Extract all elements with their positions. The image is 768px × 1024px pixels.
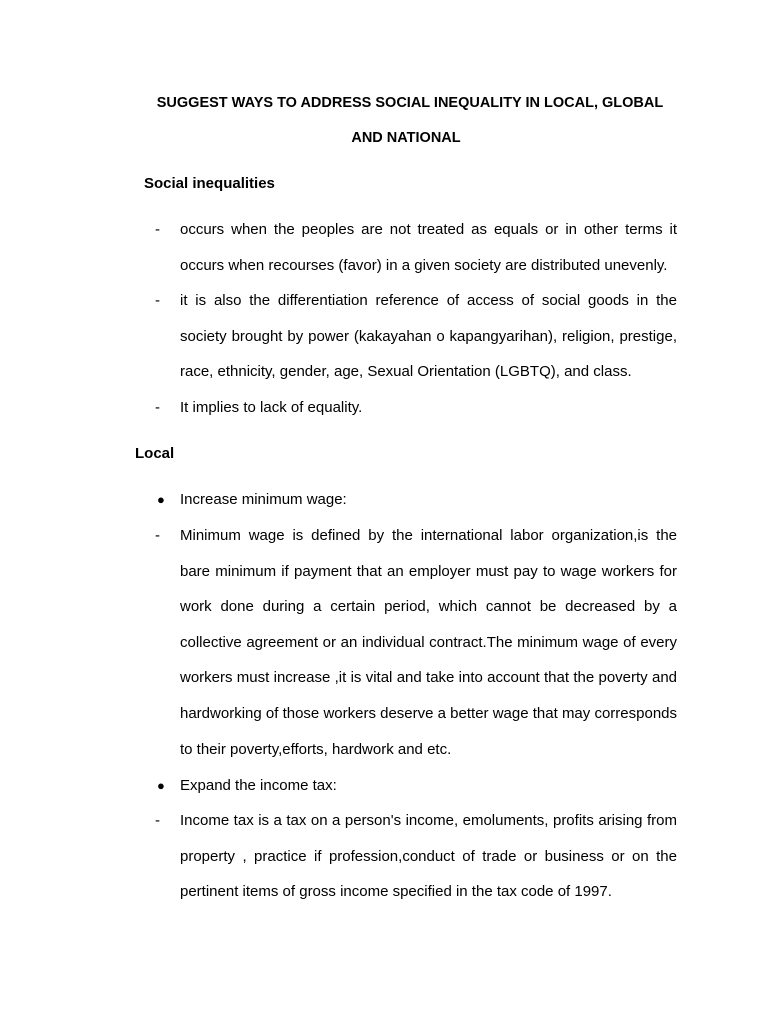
list-item-text: Expand the income tax: xyxy=(180,777,337,794)
dash-marker: - xyxy=(155,292,160,309)
section-heading-social-inequalities: Social inequalities xyxy=(144,175,275,192)
dash-marker: - xyxy=(155,812,160,829)
dash-marker: - xyxy=(155,527,160,544)
list-item-text: it is also the differentiation reference of access of social goods in the society brought by power (kakayahan o kapangyarihan), religion, prestige, race, ethnicity, gender, age, Sexual Orientation (LGBTQ), and class. xyxy=(180,292,677,381)
bullet-marker: ● xyxy=(157,778,165,793)
list-item-text: Minimum wage is defined by the international labor organization,is the bare minimum if payment that an employer must pay to wage workers for work done during a certain period, which cannot be decreased by a collective agreement or an individual contract.The minimum wage of every workers must increase ,it is vital and take into account that the poverty and hardworking of those workers deserve a better wage that may corresponds to their poverty,efforts, hardwork and etc. xyxy=(180,527,677,758)
bullet-marker: ● xyxy=(157,492,165,507)
list-item-text: occurs when the peoples are not treated as equals or in other terms it occurs when recourses (favor) in a given society are distributed unevenly. xyxy=(180,221,677,274)
section-heading-local: Local xyxy=(135,445,175,462)
list-item-text: Income tax is a tax on a person's income, emoluments, profits arising from property , practice if profession,conduct of trade or business or on the pertinent items of gross income specified in the tax code of 1997. xyxy=(180,812,677,901)
document-title-line-1: SUGGEST WAYS TO ADDRESS SOCIAL INEQUALITY IN LOCAL, GLOBAL xyxy=(156,95,664,111)
list-item-text: It implies to lack of equality. xyxy=(180,399,363,416)
dash-marker: - xyxy=(155,399,160,416)
document-title-line-2: AND NATIONAL xyxy=(351,130,461,146)
list-item-text: Increase minimum wage: xyxy=(180,491,347,508)
dash-marker: - xyxy=(155,221,160,238)
